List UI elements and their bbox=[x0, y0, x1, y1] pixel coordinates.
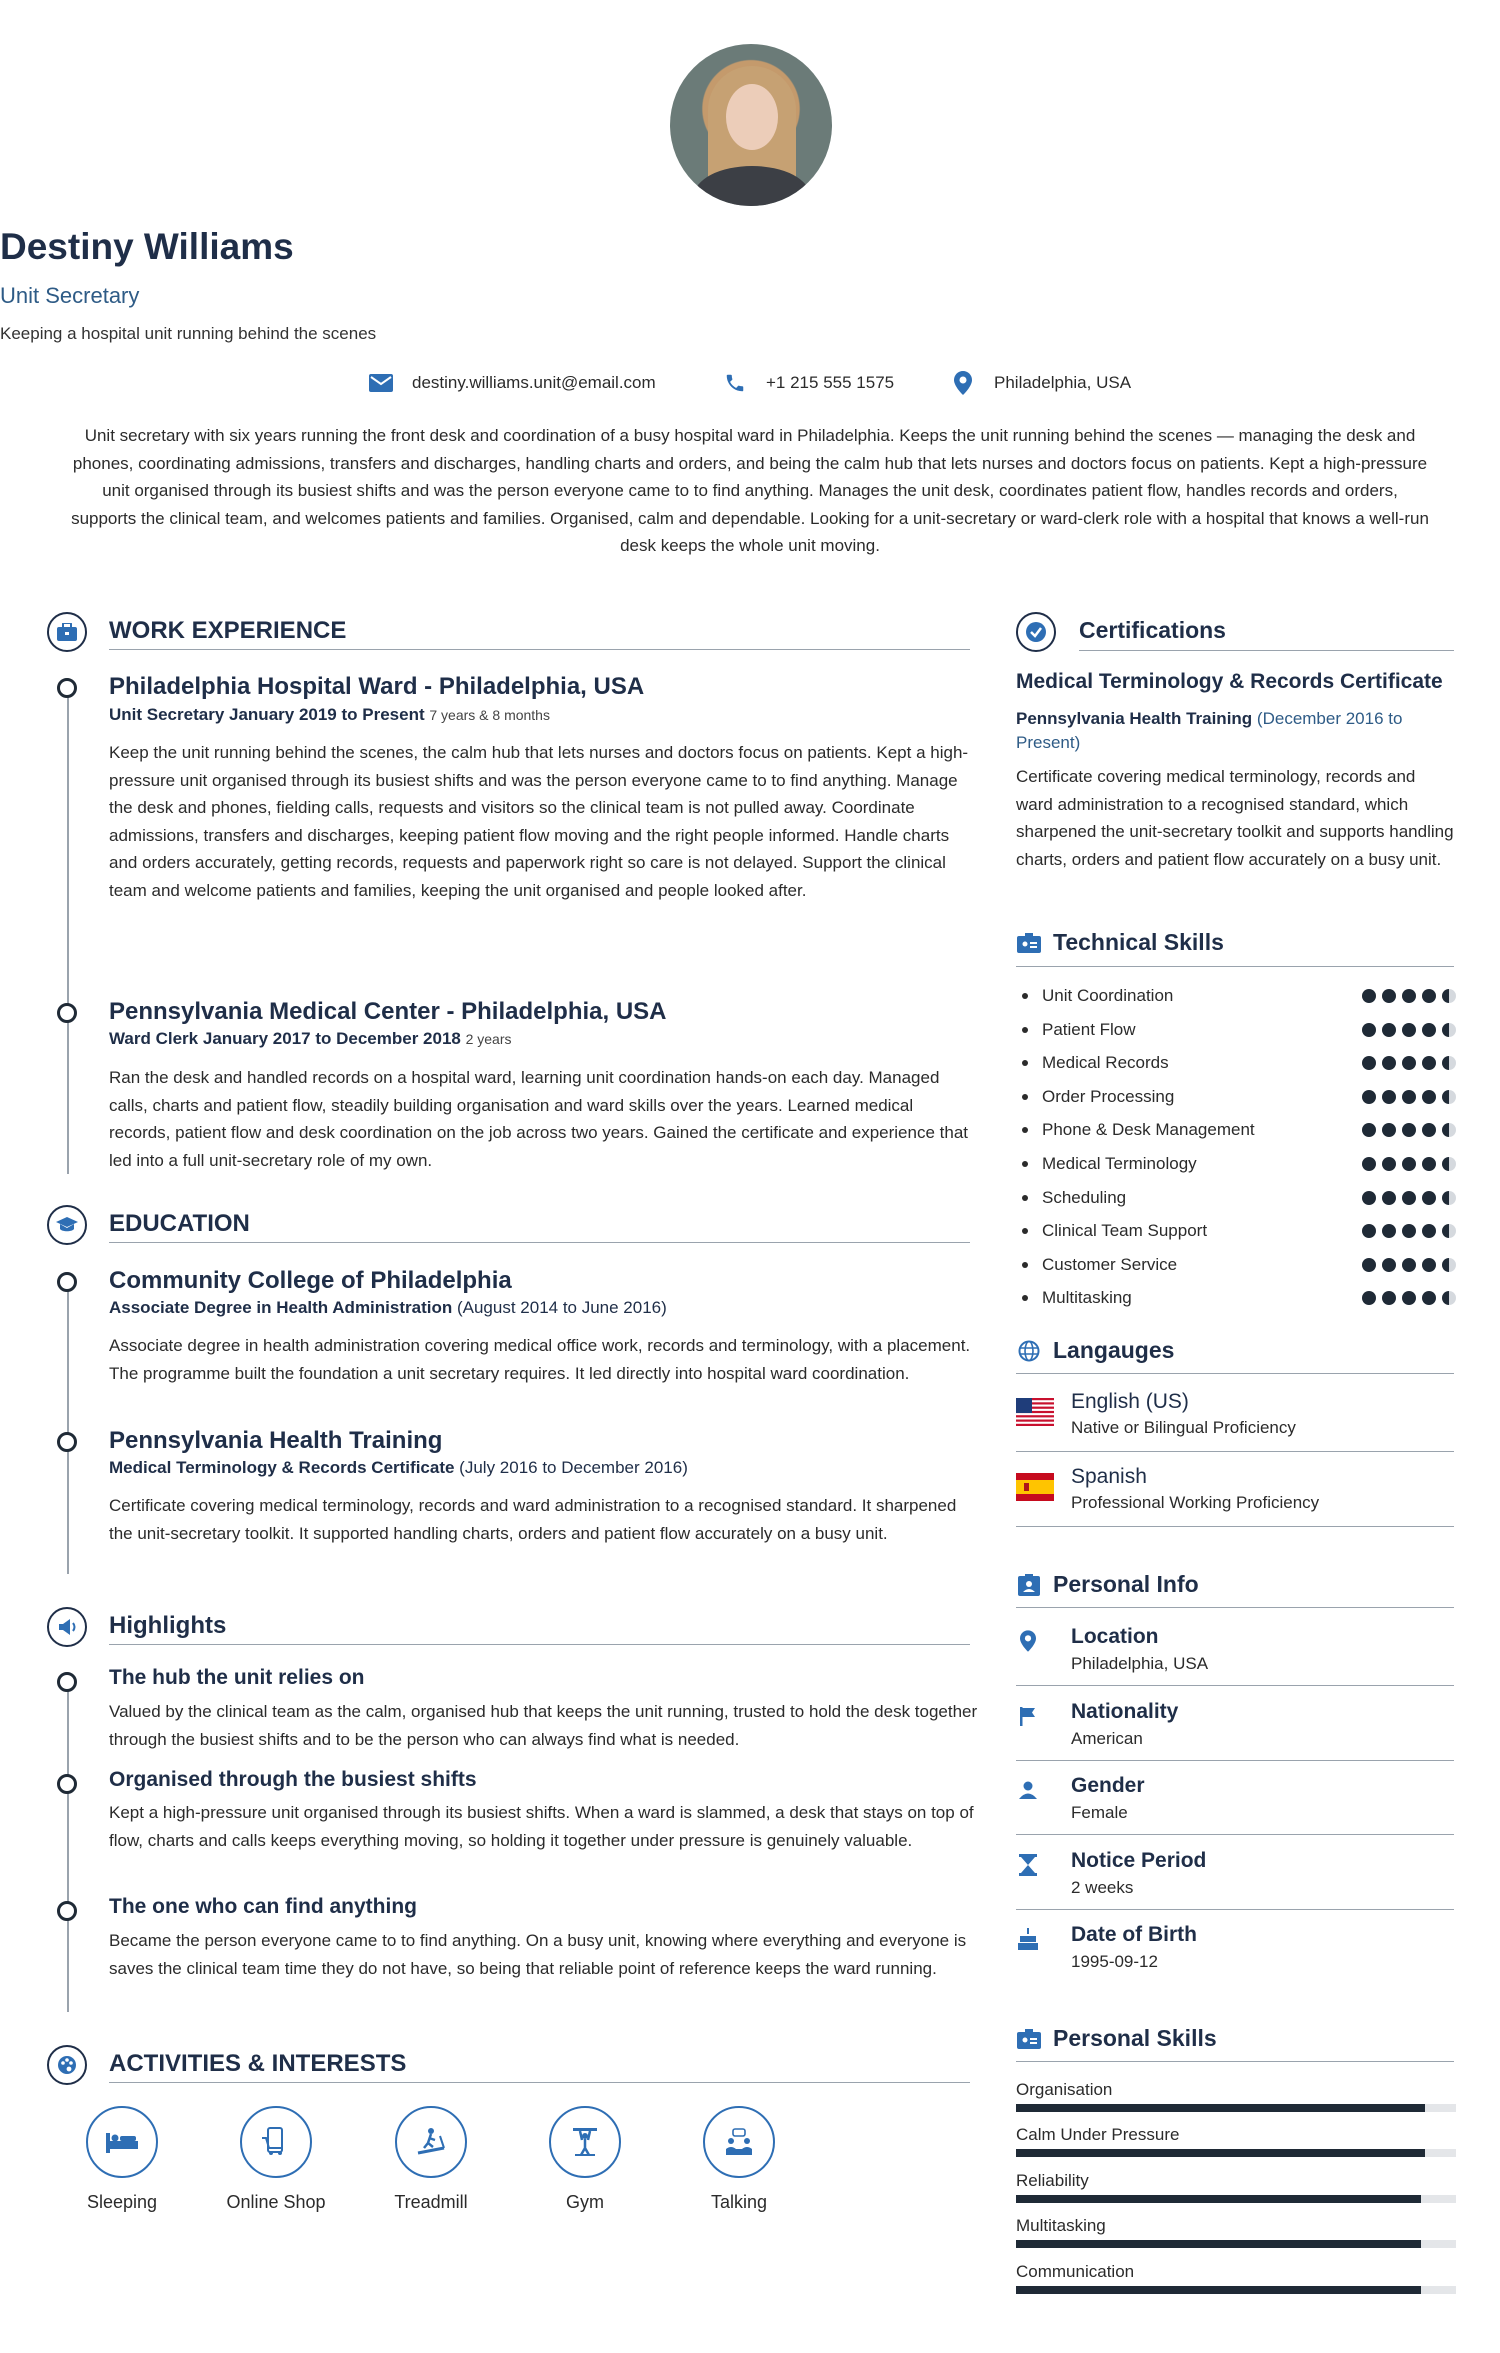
section-divider bbox=[1016, 2061, 1454, 2062]
personal-info-value: American bbox=[1071, 1728, 1143, 1748]
rating-dot bbox=[1362, 989, 1376, 1003]
rating-dot bbox=[1402, 1123, 1416, 1137]
personal-skill-item bbox=[1016, 2171, 1456, 2203]
rating-dot bbox=[1442, 1056, 1456, 1070]
skill-rating bbox=[1356, 1090, 1456, 1104]
rating-dot bbox=[1362, 1123, 1376, 1137]
globe-icon bbox=[1016, 1338, 1042, 1364]
job-employer: Pennsylvania Medical Center - Philadelphia, USA bbox=[109, 998, 667, 1025]
location-pin-icon bbox=[950, 372, 976, 394]
skill-name: Clinical Team Support bbox=[1042, 1221, 1208, 1241]
skill-name: Phone & Desk Management bbox=[1042, 1120, 1255, 1140]
job-employer: Philadelphia Hospital Ward - Philadelphia, USA bbox=[109, 673, 645, 700]
skill-name: Organisation bbox=[1016, 2080, 1113, 2099]
skill-name: Unit Coordination bbox=[1042, 986, 1174, 1005]
section-title-education: EDUCATION bbox=[109, 1210, 250, 1237]
job-description: Ran the desk and handled records on a hospital ward, learning unit coordination hands-on each day. Managed calls, charts and patient flow, steadily building organisation and ward skills over the years. Learned medical records, patient flow and desk coordination on the job across two years. Gained the certificate and experience that led into a full unit-secretary role of my own. bbox=[109, 1068, 968, 1170]
education-meta: Associate Degree in Health Administration (August 2014 to June 2016) bbox=[109, 1298, 667, 1317]
education-description: Certificate covering medical terminology, records and ward administration to a recognised standard. It sharpened the unit-secretary toolkit. It supported handling charts, orders and patient flow accurately on a busy unit. bbox=[109, 1496, 957, 1543]
briefcase-icon bbox=[47, 612, 87, 652]
rating-dot bbox=[1442, 1123, 1456, 1137]
rating-dot bbox=[1382, 1191, 1396, 1205]
section-divider bbox=[1016, 1607, 1454, 1608]
skill-name: Order Processing bbox=[1042, 1086, 1175, 1106]
technical-skill-item bbox=[1016, 983, 1456, 1009]
skill-name: Scheduling bbox=[1042, 1187, 1127, 1207]
technical-skill-item bbox=[1016, 1017, 1456, 1043]
section-divider bbox=[1016, 1834, 1454, 1835]
timeline-line bbox=[67, 686, 69, 1174]
rating-dot bbox=[1422, 1090, 1436, 1104]
rating-dot bbox=[1442, 989, 1456, 1003]
timeline-dot bbox=[57, 1672, 77, 1692]
rating-dot bbox=[1402, 1023, 1416, 1037]
rating-dot bbox=[1422, 1056, 1436, 1070]
section-title-personal-skills: Personal Skills bbox=[1053, 2025, 1217, 2051]
technical-skill-item bbox=[1016, 1185, 1456, 1211]
personal-info-value: Philadelphia, USA bbox=[1071, 1654, 1209, 1673]
timeline-line bbox=[67, 1280, 69, 1574]
timeline-dot bbox=[57, 678, 77, 698]
rating-dot bbox=[1362, 1157, 1376, 1171]
palette-icon bbox=[47, 2045, 87, 2085]
rating-dot bbox=[1362, 1258, 1376, 1272]
section-title-work: WORK EXPERIENCE bbox=[109, 617, 347, 644]
rating-dot bbox=[1402, 1056, 1416, 1070]
rating-dot bbox=[1402, 1258, 1416, 1272]
technical-skill-item bbox=[1016, 1285, 1456, 1311]
section-divider bbox=[109, 649, 970, 650]
certificate-description: Certificate covering medical terminology, records and ward administration to a recognised standard, which sharpened the unit-secretary toolkit and supports handling charts, orders and patient flow accurately on a busy unit. bbox=[1016, 767, 1454, 869]
skill-level-bar bbox=[1016, 2286, 1456, 2294]
job-description: Keep the unit running behind the scenes, the calm hub that lets nurses and doctors focus on patients. Kept a high-pressure unit organised through its busiest shifts and was the person everyone came to to find anything. Manage the desk and phones, fielding calls, requests and visitors so the clinical team is not pulled away. Coordinate admissions, transfers and discharges, keeping patient flow moving and the right people informed. Handle charts and orders accurately, getting records, requests and paperwork right so care is not delayed. Support the clinical team and welcome patients and families, keeping the unit organised and people looked after. bbox=[109, 743, 969, 900]
skill-rating bbox=[1356, 1224, 1456, 1238]
section-divider bbox=[1016, 1451, 1454, 1452]
rating-dot bbox=[1402, 1157, 1416, 1171]
activity-item: Treadmill bbox=[366, 2106, 496, 2213]
rating-dot bbox=[1382, 1090, 1396, 1104]
timeline-dot bbox=[57, 1272, 77, 1292]
shopping-cart-icon bbox=[240, 2106, 312, 2178]
skill-level-bar bbox=[1016, 2104, 1456, 2112]
treadmill-icon bbox=[395, 2106, 467, 2178]
id-card-icon bbox=[1016, 2026, 1042, 2052]
gym-icon bbox=[549, 2106, 621, 2178]
hourglass-icon bbox=[1016, 1853, 1040, 1877]
contact-card-icon bbox=[1016, 1572, 1042, 1598]
rating-dot bbox=[1442, 1224, 1456, 1238]
technical-skill-item bbox=[1016, 1117, 1456, 1143]
megaphone-icon bbox=[47, 1607, 87, 1647]
timeline-dot bbox=[57, 1432, 77, 1452]
personal-info-value: Female bbox=[1071, 1803, 1128, 1822]
personal-skill-item bbox=[1016, 2216, 1456, 2248]
candidate-role: Unit Secretary bbox=[0, 283, 140, 308]
skill-name: Calm Under Pressure bbox=[1016, 2125, 1180, 2145]
skill-name: Patient Flow bbox=[1042, 1019, 1136, 1039]
education-meta: Medical Terminology & Records Certificate (July 2016 to December 2016) bbox=[109, 1458, 688, 1477]
activity-item: Gym bbox=[520, 2106, 650, 2213]
technical-skill-item bbox=[1016, 1084, 1456, 1110]
technical-skill-item bbox=[1016, 1252, 1456, 1278]
personal-info-label: Nationality bbox=[1071, 1699, 1179, 1723]
job-meta: Unit Secretary January 2019 to Present 7 years & 8 months bbox=[109, 705, 550, 724]
rating-dot bbox=[1422, 1258, 1436, 1272]
timeline-dot bbox=[57, 1774, 77, 1794]
personal-info-value: 2 weeks bbox=[1071, 1877, 1134, 1897]
candidate-name: Destiny Williams bbox=[0, 226, 294, 267]
timeline-line bbox=[67, 1680, 69, 2012]
rating-dot bbox=[1382, 1291, 1396, 1305]
highlight-title: Organised through the busiest shifts bbox=[109, 1768, 477, 1791]
contact-phone[interactable]: +1 215 555 1575 bbox=[722, 372, 894, 394]
rating-dot bbox=[1442, 1157, 1456, 1171]
section-divider bbox=[109, 1242, 970, 1243]
person-icon bbox=[1016, 1778, 1040, 1802]
section-divider bbox=[109, 2082, 970, 2083]
personal-info-label: Location bbox=[1071, 1625, 1159, 1648]
candidate-tagline: Keeping a hospital unit running behind the scenes bbox=[0, 324, 377, 343]
section-title-highlights: Highlights bbox=[109, 1612, 227, 1639]
skill-level-fill bbox=[1016, 2104, 1425, 2112]
rating-dot bbox=[1442, 1258, 1456, 1272]
job-meta: Ward Clerk January 2017 to December 2018 2 years bbox=[109, 1029, 512, 1048]
personal-info-value: 1995-09-12 bbox=[1071, 1952, 1158, 1971]
rating-dot bbox=[1422, 1224, 1436, 1238]
rating-dot bbox=[1382, 1157, 1396, 1171]
rating-dot bbox=[1442, 1023, 1456, 1037]
personal-skill-item bbox=[1016, 2262, 1456, 2294]
rating-dot bbox=[1402, 1224, 1416, 1238]
skill-level-fill bbox=[1016, 2286, 1421, 2294]
technical-skill-item bbox=[1016, 1218, 1456, 1244]
activity-item: Talking bbox=[674, 2106, 804, 2213]
skill-name: Multitasking bbox=[1042, 1288, 1132, 1308]
personal-skill-item bbox=[1016, 2080, 1456, 2112]
skill-name: Medical Records bbox=[1042, 1053, 1169, 1073]
rating-dot bbox=[1362, 1191, 1376, 1205]
rating-dot bbox=[1402, 1090, 1416, 1104]
graduation-cap-icon bbox=[47, 1205, 87, 1245]
skill-rating bbox=[1356, 1157, 1456, 1171]
rating-dot bbox=[1442, 1291, 1456, 1305]
section-title-personal-info: Personal Info bbox=[1053, 1571, 1199, 1597]
rating-dot bbox=[1422, 1023, 1436, 1037]
activity-item: Sleeping bbox=[57, 2106, 187, 2213]
activity-item: Online Shop bbox=[211, 2106, 341, 2213]
rating-dot bbox=[1362, 1291, 1376, 1305]
personal-skill-item bbox=[1016, 2125, 1456, 2157]
section-title-activities: ACTIVITIES & INTERESTS bbox=[109, 2050, 407, 2077]
profile-photo bbox=[670, 44, 832, 206]
skill-rating bbox=[1356, 1023, 1456, 1037]
technical-skill-item bbox=[1016, 1050, 1456, 1076]
personal-info-label: Date of Birth bbox=[1071, 1923, 1197, 1946]
section-divider bbox=[109, 1644, 970, 1645]
email-icon bbox=[368, 372, 394, 394]
chat-icon bbox=[703, 2106, 775, 2178]
rating-dot bbox=[1362, 1023, 1376, 1037]
rating-dot bbox=[1422, 1123, 1436, 1137]
rating-dot bbox=[1422, 1291, 1436, 1305]
rating-dot bbox=[1402, 1191, 1416, 1205]
cake-icon bbox=[1016, 1927, 1040, 1951]
section-divider bbox=[1016, 1526, 1454, 1527]
personal-info-label: Gender bbox=[1071, 1774, 1145, 1797]
rating-dot bbox=[1382, 1123, 1396, 1137]
section-divider bbox=[1016, 966, 1454, 967]
highlight-description: Valued by the clinical team as the calm, organised hub that keeps the unit running, trusted to hold the desk together through the busiest shifts and to be the person who can always find what is needed. bbox=[109, 1702, 978, 1749]
section-divider bbox=[1016, 1373, 1454, 1374]
phone-icon bbox=[722, 372, 748, 394]
technical-skill-item bbox=[1016, 1151, 1456, 1177]
contact-email[interactable]: destiny.williams.unit@email.com bbox=[368, 372, 656, 394]
skill-name: Multitasking bbox=[1016, 2216, 1106, 2236]
certificate-name: Medical Terminology & Records Certificate bbox=[1016, 670, 1443, 693]
skill-level-bar bbox=[1016, 2149, 1456, 2157]
flag-icon bbox=[1016, 1704, 1040, 1728]
skill-level-bar bbox=[1016, 2195, 1456, 2203]
rating-dot bbox=[1402, 989, 1416, 1003]
rating-dot bbox=[1382, 1258, 1396, 1272]
section-title-languages: Langauges bbox=[1053, 1337, 1175, 1363]
education-description: Associate degree in health administration covering medical office work, records and terminology, with a placement. The programme built the foundation a unit secretary requires. It led directly into hospital ward coordination. bbox=[109, 1336, 971, 1383]
id-card-icon bbox=[1016, 930, 1042, 956]
skill-rating bbox=[1356, 989, 1456, 1003]
rating-dot bbox=[1362, 1224, 1376, 1238]
rating-dot bbox=[1422, 1157, 1436, 1171]
skill-level-fill bbox=[1016, 2240, 1421, 2248]
rating-dot bbox=[1402, 1291, 1416, 1305]
skill-rating bbox=[1356, 1123, 1456, 1137]
location-pin-icon bbox=[1016, 1629, 1040, 1653]
highlight-title: The one who can find anything bbox=[109, 1895, 417, 1918]
skill-rating bbox=[1356, 1258, 1456, 1272]
skill-name: Customer Service bbox=[1042, 1254, 1178, 1274]
skill-name: Communication bbox=[1016, 2261, 1135, 2281]
skill-level-bar bbox=[1016, 2240, 1456, 2248]
section-divider bbox=[1079, 650, 1454, 651]
rating-dot bbox=[1442, 1090, 1456, 1104]
skill-name: Medical Terminology bbox=[1042, 1154, 1197, 1173]
skill-name: Reliability bbox=[1016, 2170, 1089, 2190]
section-title-technical-skills: Technical Skills bbox=[1053, 929, 1224, 955]
us-flag-icon bbox=[1016, 1398, 1054, 1426]
rating-dot bbox=[1382, 1224, 1396, 1238]
rating-dot bbox=[1422, 989, 1436, 1003]
rating-dot bbox=[1382, 989, 1396, 1003]
profile-summary: Unit secretary with six years running the front desk and coordination of a busy hospital ward in Philadelphia. Keeps the unit running behind the scenes — managing the desk and phones, coordinating admissions, transfers and discharges, handling charts and orders, and being the calm hub that lets nurses and doctors focus on patients. Kept a high-pressure unit organised through its busiest shifts and was the person everyone came to to find anything. Manages the unit desk, coordinates patient flow, handles records and orders, supports the clinical team, and welcomes patients and families. Organised, calm and dependable. Looking for a unit-secretary or ward-clerk role with a hospital that knows a well-run desk keeps the whole unit moving. bbox=[71, 426, 1429, 555]
rating-dot bbox=[1422, 1191, 1436, 1205]
contact-location: Philadelphia, USA bbox=[950, 372, 1131, 394]
skill-rating bbox=[1356, 1191, 1456, 1205]
skill-level-fill bbox=[1016, 2195, 1421, 2203]
certificate-issuer: Pennsylvania Health Training (December 2016 to Present) bbox=[1016, 709, 1403, 752]
bed-icon bbox=[86, 2106, 158, 2178]
rating-dot bbox=[1382, 1023, 1396, 1037]
section-title-certifications: Certifications bbox=[1079, 617, 1226, 643]
education-school: Pennsylvania Health Training bbox=[109, 1427, 443, 1454]
rating-dot bbox=[1362, 1056, 1376, 1070]
timeline-dot bbox=[57, 1901, 77, 1921]
timeline-dot bbox=[57, 1003, 77, 1023]
education-school: Community College of Philadelphia bbox=[109, 1267, 512, 1294]
section-divider bbox=[1016, 1685, 1454, 1686]
spain-flag-icon bbox=[1016, 1473, 1054, 1501]
skill-rating bbox=[1356, 1291, 1456, 1305]
section-divider bbox=[1016, 1909, 1454, 1910]
rating-dot bbox=[1442, 1191, 1456, 1205]
certificate-badge-icon bbox=[1016, 612, 1056, 652]
rating-dot bbox=[1362, 1090, 1376, 1104]
skill-level-fill bbox=[1016, 2149, 1425, 2157]
highlight-description: Became the person everyone came to to find anything. On a busy unit, knowing where everything and everyone is saves the clinical team time they do not have, so being that reliable point of reference keeps the ward running. bbox=[109, 1931, 967, 1978]
highlight-description: Kept a high-pressure unit organised through its busiest shifts. When a ward is slammed, a desk that stays on top of flow, charts and calls keeps everything moving, so holding it together under pressure is genuinely valuable. bbox=[109, 1803, 974, 1850]
section-divider bbox=[1016, 1760, 1454, 1761]
highlight-title: The hub the unit relies on bbox=[109, 1666, 365, 1689]
personal-info-label: Notice Period bbox=[1071, 1848, 1207, 1872]
rating-dot bbox=[1382, 1056, 1396, 1070]
skill-rating bbox=[1356, 1056, 1456, 1070]
